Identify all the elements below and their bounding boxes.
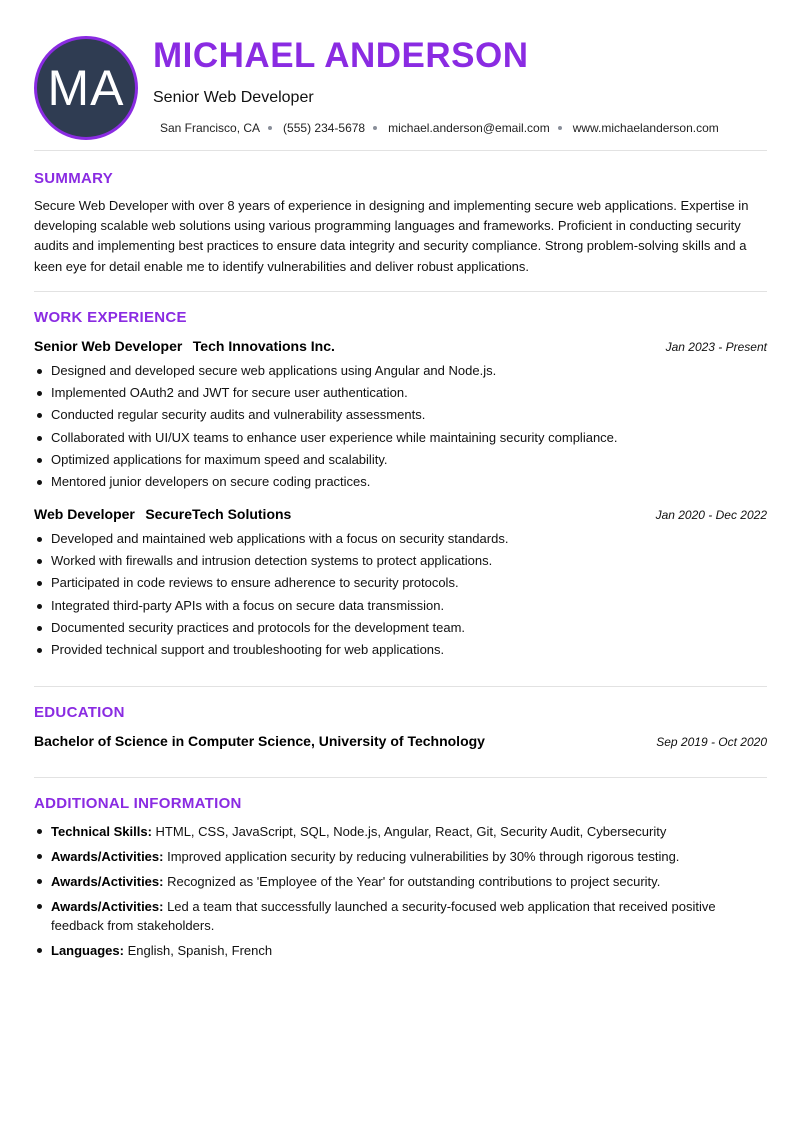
info-label: Technical Skills:	[51, 824, 152, 839]
info-text: Improved application security by reducing vulnerabilities by 30% through rigorous testing.	[163, 849, 680, 864]
divider	[34, 777, 767, 778]
list-item: Optimized applications for maximum speed and scalability.	[34, 450, 767, 472]
list-item: Mentored junior developers on secure coding practices.	[34, 472, 767, 494]
contact-row	[160, 121, 719, 135]
list-item	[34, 897, 767, 935]
divider	[34, 686, 767, 687]
summary-heading: SUMMARY	[34, 170, 114, 187]
job-company: Tech Innovations Inc.	[192, 338, 335, 354]
info-label: Languages:	[51, 943, 124, 958]
divider	[34, 291, 767, 292]
contact-location: San Francisco, CA	[160, 121, 261, 135]
education-entry	[34, 733, 767, 749]
contact-website[interactable]: www.michaelanderson.com	[572, 121, 719, 135]
list-item: Developed and maintained web applications with a focus on security standards.	[34, 529, 767, 551]
work-experience-heading: WORK EXPERIENCE	[34, 309, 187, 326]
job-header	[34, 338, 767, 356]
list-item	[34, 847, 767, 866]
info-text: English, Spanish, French	[123, 943, 273, 958]
list-item: Worked with firewalls and intrusion detection systems to protect applications.	[34, 551, 767, 573]
job-header	[34, 506, 767, 524]
education-degree: Bachelor of Science in Computer Science, University of Technology	[34, 733, 485, 749]
list-item	[34, 872, 767, 891]
separator-dot-icon	[373, 126, 377, 130]
job-date: Jan 2020 - Dec 2022	[655, 508, 767, 522]
contact-phone: (555) 234-5678	[283, 121, 366, 135]
job-date: Jan 2023 - Present	[665, 340, 767, 354]
job-bullets	[34, 361, 767, 494]
list-item: Documented security practices and protocols for the development team.	[34, 618, 767, 640]
list-item: Conducted regular security audits and vulnerability assessments.	[34, 405, 767, 427]
divider	[34, 150, 767, 151]
list-item: Participated in code reviews to ensure adherence to security protocols.	[34, 573, 767, 595]
job-company: SecureTech Solutions	[145, 506, 292, 522]
candidate-name: MICHAEL ANDERSON	[153, 36, 529, 75]
education-date: Sep 2019 - Oct 2020	[656, 735, 767, 749]
avatar-initials: MA	[47, 60, 125, 116]
separator-dot-icon	[558, 126, 562, 130]
job-title: Senior Web Developer	[34, 338, 183, 354]
info-text: Recognized as 'Employee of the Year' for outstanding contributions to project security.	[163, 874, 661, 889]
info-label: Awards/Activities:	[51, 849, 164, 864]
list-item	[34, 941, 767, 960]
list-item: Designed and developed secure web applications using Angular and Node.js.	[34, 361, 767, 383]
contact-email[interactable]: michael.anderson@email.com	[388, 121, 550, 135]
job-bullets	[34, 529, 767, 662]
info-text: HTML, CSS, JavaScript, SQL, Node.js, Angular, React, Git, Security Audit, Cybersecurity	[151, 824, 667, 839]
info-label: Awards/Activities:	[51, 899, 164, 914]
list-item	[34, 822, 767, 841]
summary-text: Secure Web Developer with over 8 years of experience in designing and implementing secure web applications. Expertise in developing scalable web solutions using various programming languages and frameworks. Proficient in conducting security audits and implementing best practices to ensure data integrity and security compliance. Strong problem-solving skills and a keen eye for detail enable me to identify vulnerabilities and deliver robust applications.	[34, 198, 749, 274]
list-item: Implemented OAuth2 and JWT for secure user authentication.	[34, 383, 767, 405]
education-heading: EDUCATION	[34, 704, 125, 721]
list-item: Integrated third-party APIs with a focus on secure data transmission.	[34, 596, 767, 618]
additional-info-list	[34, 822, 767, 966]
info-label: Awards/Activities:	[51, 874, 164, 889]
info-text: Led a team that successfully launched a security-focused web application that received positive feedback from stakeholders.	[51, 899, 716, 933]
candidate-role: Senior Web Developer	[153, 89, 314, 106]
separator-dot-icon	[268, 126, 272, 130]
list-item: Collaborated with UI/UX teams to enhance user experience while maintaining security compliance.	[34, 428, 767, 450]
avatar	[34, 36, 138, 140]
list-item: Provided technical support and troubleshooting for web applications.	[34, 640, 767, 662]
additional-info-heading: ADDITIONAL INFORMATION	[34, 795, 242, 812]
job-title: Web Developer	[34, 506, 135, 522]
